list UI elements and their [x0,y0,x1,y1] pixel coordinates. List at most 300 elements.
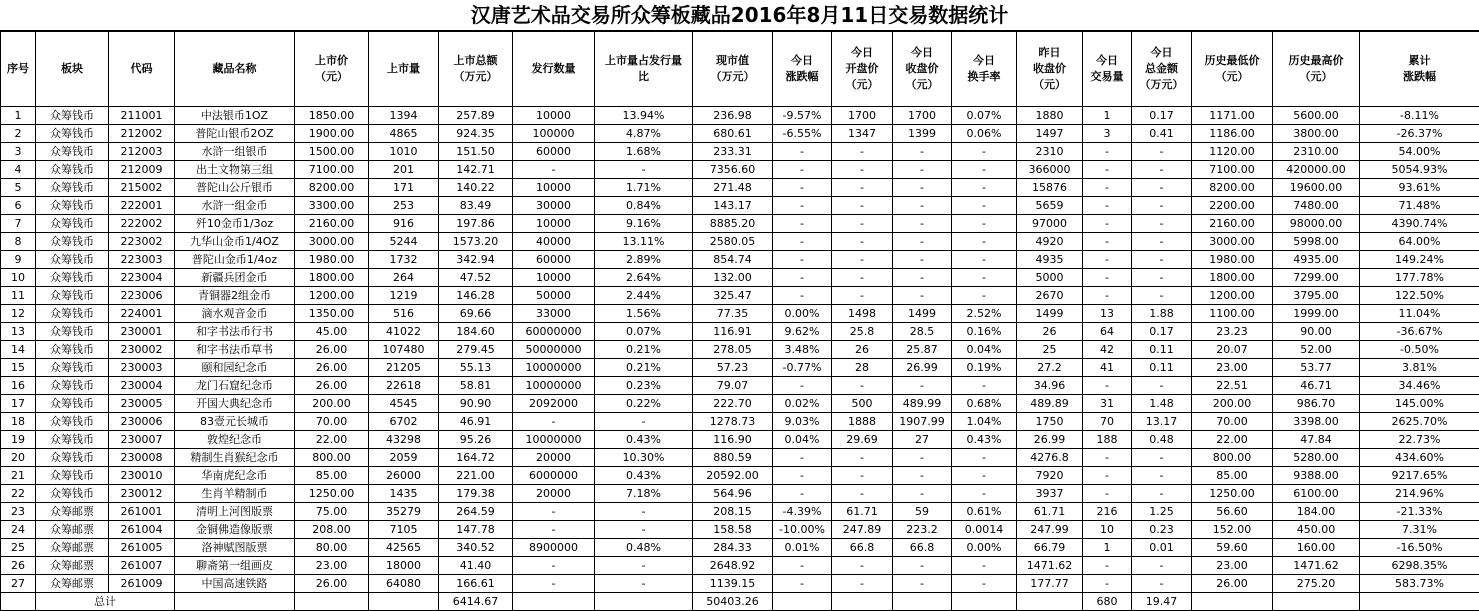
table-cell: 583.73% [1360,575,1479,593]
table-cell: 10 [1,269,36,287]
table-cell: 132.00 [693,269,773,287]
table-cell: - [773,197,832,215]
table-cell: 洛神赋图版票 [175,539,295,557]
table-cell: - [773,179,832,197]
table-cell: 500 [832,395,893,413]
total-cell-qty [369,593,439,611]
table-cell: 0.00% [952,539,1017,557]
table-cell: 214.96% [1360,485,1479,503]
table-cell: 开国大典纪念币 [175,395,295,413]
table-cell: - [952,251,1017,269]
table-cell: 众筹钱币 [36,143,109,161]
table-cell: 金铜佛造像版票 [175,521,295,539]
table-cell: 1250.00 [1192,485,1273,503]
table-cell: - [832,287,893,305]
column-header-line: 今日 [911,46,933,59]
column-header [832,32,893,107]
table-cell: 90.00 [1273,323,1360,341]
table-cell: 59 [893,503,952,521]
table-row [1,503,1479,521]
table-cell: 46.71 [1273,377,1360,395]
table-cell: 26.00 [295,341,369,359]
table-row [1,269,1479,287]
table-cell: 普陀山银币2OZ [175,125,295,143]
table-cell: - [893,377,952,395]
table-cell: 16 [1,377,36,395]
table-cell: -10.00% [773,521,832,539]
table-cell: 和字书法币草书 [175,341,295,359]
table-cell: 160.00 [1273,539,1360,557]
table-row [1,557,1479,575]
table-cell: -8.11% [1360,107,1479,125]
table-cell: 1186.00 [1192,125,1273,143]
table-cell: 7.18% [595,485,693,503]
table-cell: 116.91 [693,323,773,341]
table-cell: 60000 [513,251,595,269]
table-cell: - [952,197,1017,215]
table-cell: 23.23 [1192,323,1273,341]
table-cell: 0.48% [595,539,693,557]
table-cell: - [595,413,693,431]
total-cell-close [893,593,952,611]
column-header [1273,32,1360,107]
table-row [1,467,1479,485]
table-cell: 1120.00 [1192,143,1273,161]
table-cell: 179.38 [439,485,513,503]
table-cell: - [1132,179,1192,197]
table-cell: 8200.00 [1192,179,1273,197]
column-header-line: 换手率 [967,70,1001,83]
column-header-line: 比 [638,70,649,83]
column-header [109,32,175,107]
table-cell: 25 [1017,341,1083,359]
table-cell: 261005 [109,539,175,557]
table-cell: 0.43% [595,467,693,485]
table-cell: 9388.00 [1273,467,1360,485]
column-header-line: （元） [1215,70,1249,83]
table-cell: - [893,179,952,197]
table-cell: - [773,557,832,575]
table-cell: 223003 [109,251,175,269]
table-cell: 1435 [369,485,439,503]
table-cell: 4865 [369,125,439,143]
table-row [1,107,1479,125]
table-cell: 854.74 [693,251,773,269]
table-cell: 42 [1083,341,1132,359]
table-cell: 生肖羊精制币 [175,485,295,503]
table-cell: 1800.00 [1192,269,1273,287]
table-cell: 2200.00 [1192,197,1273,215]
table-cell: 247.89 [832,521,893,539]
table-cell: 33000 [513,305,595,323]
column-header-line: 今日 [1096,54,1118,67]
table-cell: 众筹钱币 [36,467,109,485]
table-cell: - [893,269,952,287]
table-cell: - [832,575,893,593]
table-cell: 众筹钱币 [36,413,109,431]
table-cell: 3398.00 [1273,413,1360,431]
table-cell: 11 [1,287,36,305]
table-cell: 1800.00 [295,269,369,287]
total-cell-low [1192,593,1273,611]
table-cell: 26 [1,557,36,575]
table-cell: - [1083,143,1132,161]
table-cell: 1219 [369,287,439,305]
table-row [1,521,1479,539]
table-cell: 149.24% [1360,251,1479,269]
table-cell: 208.15 [693,503,773,521]
table-cell: 61.71 [1017,503,1083,521]
table-cell: 10.30% [595,449,693,467]
table-cell: -16.50% [1360,539,1479,557]
table-cell: 2.64% [595,269,693,287]
table-cell: - [773,143,832,161]
table-cell: - [595,521,693,539]
column-header-line: 收盘价 [905,62,939,75]
table-cell: 22 [1,485,36,503]
table-cell: 47.84 [1273,431,1360,449]
table-cell: 1010 [369,143,439,161]
table-cell: 6100.00 [1273,485,1360,503]
table-cell: 212009 [109,161,175,179]
table-cell: 众筹钱币 [36,395,109,413]
table-cell: 2310.00 [1273,143,1360,161]
column-header-line: （万元） [453,70,498,83]
table-cell: 59.60 [1192,539,1273,557]
table-cell: - [952,557,1017,575]
table-cell: 7105 [369,521,439,539]
column-header [36,32,109,107]
table-cell: 64.00% [1360,233,1479,251]
table-cell: 9.03% [773,413,832,431]
table-cell: 13 [1,323,36,341]
table-cell: 211001 [109,107,175,125]
table-cell: 1907.99 [893,413,952,431]
table-cell: 26.99 [893,359,952,377]
table-cell: 6298.35% [1360,557,1479,575]
total-cell-turnover-rate [952,593,1017,611]
table-cell: 0.23 [1132,521,1192,539]
table-cell: 众筹邮票 [36,503,109,521]
table-cell: 10000 [513,107,595,125]
table-cell: 4276.8 [1017,449,1083,467]
table-cell: - [773,269,832,287]
table-cell: 70.00 [1192,413,1273,431]
table-cell: - [1083,269,1132,287]
table-cell: 众筹钱币 [36,233,109,251]
table-cell: 12 [1,305,36,323]
table-cell: - [893,251,952,269]
table-cell: 19600.00 [1273,179,1360,197]
table-cell: 70.00 [295,413,369,431]
table-cell: 278.05 [693,341,773,359]
table-cell: 66.8 [832,539,893,557]
column-header-line: 今日 [851,46,873,59]
table-cell: 221.00 [439,467,513,485]
table-cell: 4935 [1017,251,1083,269]
table-cell: 41022 [369,323,439,341]
total-cell-cum [1360,593,1479,611]
table-cell: 13 [1083,305,1132,323]
table-cell: 2625.70% [1360,413,1479,431]
table-cell: 3937 [1017,485,1083,503]
table-cell: 1880 [1017,107,1083,125]
table-cell: 8885.20 [693,215,773,233]
table-cell: 489.89 [1017,395,1083,413]
table-cell: 2.44% [595,287,693,305]
table-cell: 2648.92 [693,557,773,575]
table-cell: 275.20 [1273,575,1360,593]
table-cell: 出土文物第三组 [175,161,295,179]
table-cell: - [773,215,832,233]
table-cell: 3.81% [1360,359,1479,377]
table-cell: 1.71% [595,179,693,197]
table-cell: 1 [1083,539,1132,557]
table-cell: 17 [1,395,36,413]
table-cell: 26 [1017,323,1083,341]
table-cell: 1499 [893,305,952,323]
table-row [1,143,1479,161]
table-cell: 93.61% [1360,179,1479,197]
table-cell: 177.77 [1017,575,1083,593]
table-cell: - [893,467,952,485]
total-cell-open [832,593,893,611]
table-cell: 1700 [893,107,952,125]
table-cell: 0.17 [1132,323,1192,341]
column-header-line: 上市量 [387,62,420,75]
table-cell: 10000 [513,179,595,197]
table-cell: 284.33 [693,539,773,557]
table-cell: 71.48% [1360,197,1479,215]
table-cell: - [1083,575,1132,593]
total-row [1,593,1479,611]
table-cell: 22618 [369,377,439,395]
table-cell: 19 [1,431,36,449]
table-cell: 230008 [109,449,175,467]
table-cell: 489.99 [893,395,952,413]
table-row [1,179,1479,197]
table-cell: - [1132,575,1192,593]
table-cell: 680.61 [693,125,773,143]
column-header [439,32,513,107]
table-cell: 434.60% [1360,449,1479,467]
column-header [693,32,773,107]
table-cell: 79.07 [693,377,773,395]
trade-data-table [0,31,1479,611]
table-cell: - [832,557,893,575]
table-cell: 26.00 [295,575,369,593]
column-header [773,32,832,107]
column-header [1360,32,1479,107]
column-header-line: 交易量 [1090,70,1124,83]
table-cell: 230007 [109,431,175,449]
table-cell: 0.22% [595,395,693,413]
table-cell: 80.00 [295,539,369,557]
table-cell: 23.00 [1192,359,1273,377]
table-cell: 聊斋第一组画皮 [175,557,295,575]
table-cell: - [1132,269,1192,287]
table-cell: 9.16% [595,215,693,233]
column-header-line: 开盘价 [845,62,879,75]
table-cell: 20.07 [1192,341,1273,359]
table-cell: 197.86 [439,215,513,233]
table-cell: 20 [1,449,36,467]
table-cell: 众筹钱币 [36,107,109,125]
table-cell: 61.71 [832,503,893,521]
table-cell: - [595,503,693,521]
column-header-line: 藏品名称 [212,62,257,75]
table-cell: - [893,233,952,251]
table-cell: 26.00 [1192,575,1273,593]
table-cell: 880.59 [693,449,773,467]
table-cell: 新疆兵团金币 [175,269,295,287]
table-cell: - [893,485,952,503]
table-row [1,233,1479,251]
table-cell: 0.21% [595,341,693,359]
table-cell: 10000000 [513,359,595,377]
table-cell: 21205 [369,359,439,377]
table-cell: 0.06% [952,125,1017,143]
table-cell: 众筹钱币 [36,197,109,215]
table-cell: 7356.60 [693,161,773,179]
table-cell: 0.07% [595,323,693,341]
table-cell: 26 [832,341,893,359]
table-cell: 184.60 [439,323,513,341]
table-cell: 26000 [369,467,439,485]
table-cell: 5659 [1017,197,1083,215]
column-header [952,32,1017,107]
table-cell: 22.00 [295,431,369,449]
table-cell: 1999.00 [1273,305,1360,323]
table-cell: 3795.00 [1273,287,1360,305]
table-cell: - [832,143,893,161]
column-header-line: 累计 [1408,54,1431,67]
table-cell: - [1083,179,1132,197]
table-cell: 10000000 [513,377,595,395]
table-cell: 28 [832,359,893,377]
table-cell: 0.11 [1132,341,1192,359]
table-cell: 261004 [109,521,175,539]
table-cell: 0.17 [1132,107,1192,125]
table-cell: 66.8 [893,539,952,557]
table-cell: - [1132,143,1192,161]
table-cell: 222002 [109,215,175,233]
table-cell: 66.79 [1017,539,1083,557]
table-cell: 0.04% [952,341,1017,359]
table-cell: - [1132,377,1192,395]
table-cell: 5998.00 [1273,233,1360,251]
table-cell: - [893,449,952,467]
table-cell: 26.00 [295,359,369,377]
table-row [1,539,1479,557]
table-cell: 2580.05 [693,233,773,251]
table-cell: 98000.00 [1273,215,1360,233]
table-cell: 2059 [369,449,439,467]
table-cell: - [832,197,893,215]
table-cell: 142.71 [439,161,513,179]
table-cell: 众筹钱币 [36,305,109,323]
table-cell: 924.35 [439,125,513,143]
table-cell: 53.77 [1273,359,1360,377]
table-cell: - [513,557,595,575]
table-cell: - [1132,233,1192,251]
table-cell: - [952,161,1017,179]
table-row [1,215,1479,233]
table-cell: 247.99 [1017,521,1083,539]
table-row [1,359,1479,377]
table-cell: 145.00% [1360,395,1479,413]
column-header-line: 上市价 [315,54,348,67]
column-header-line: （万元） [710,70,755,83]
table-cell: - [1083,557,1132,575]
table-cell: - [832,467,893,485]
column-header-line: 今日 [791,54,813,67]
table-cell: 5054.93% [1360,161,1479,179]
table-cell: 11.04% [1360,305,1479,323]
column-header-line: 今日 [973,54,995,67]
table-cell: 2670 [1017,287,1083,305]
page-title: 汉唐艺术品交易所众筹板藏品2016年8月11日交易数据统计 [0,0,1479,31]
table-cell: - [513,503,595,521]
table-cell: 1 [1083,107,1132,125]
column-header [1132,32,1192,107]
table-cell: - [773,251,832,269]
table-cell: 58.81 [439,377,513,395]
table-cell: 众筹邮票 [36,575,109,593]
total-cell-name [175,593,295,611]
table-cell: 18000 [369,557,439,575]
table-cell: 1399 [893,125,952,143]
table-cell: 0.23% [595,377,693,395]
table-cell: 143.17 [693,197,773,215]
table-cell: 223004 [109,269,175,287]
table-cell: 1.48 [1132,395,1192,413]
table-cell: - [773,467,832,485]
table-cell: 800.00 [295,449,369,467]
table-cell: 1100.00 [1192,305,1273,323]
column-header [1192,32,1273,107]
table-cell: - [1083,449,1132,467]
table-cell: 0.61% [952,503,1017,521]
table-cell: 184.00 [1273,503,1360,521]
table-cell: 261001 [109,503,175,521]
table-cell: - [773,233,832,251]
table-cell: 916 [369,215,439,233]
total-cell-prev-close [1017,593,1083,611]
column-header-line: （元） [1033,78,1066,91]
table-cell: 8200.00 [295,179,369,197]
table-cell: 0.48 [1132,431,1192,449]
table-cell: 171 [369,179,439,197]
table-cell: 60000 [513,143,595,161]
table-cell: 龙门石窟纪念币 [175,377,295,395]
table-cell: 23.00 [1192,557,1273,575]
table-cell: 230005 [109,395,175,413]
column-header-line: 发行数量 [531,62,576,75]
table-cell: 8900000 [513,539,595,557]
table-cell: 41 [1083,359,1132,377]
table-cell: 340.52 [439,539,513,557]
table-cell: - [832,215,893,233]
table-cell: 1900.00 [295,125,369,143]
table-cell: 1732 [369,251,439,269]
table-cell: -21.33% [1360,503,1479,521]
table-cell: 0.04% [773,431,832,449]
table-cell: 1350.00 [295,305,369,323]
table-cell: - [1132,557,1192,575]
table-cell: 9217.65% [1360,467,1479,485]
table-cell: 45.00 [295,323,369,341]
